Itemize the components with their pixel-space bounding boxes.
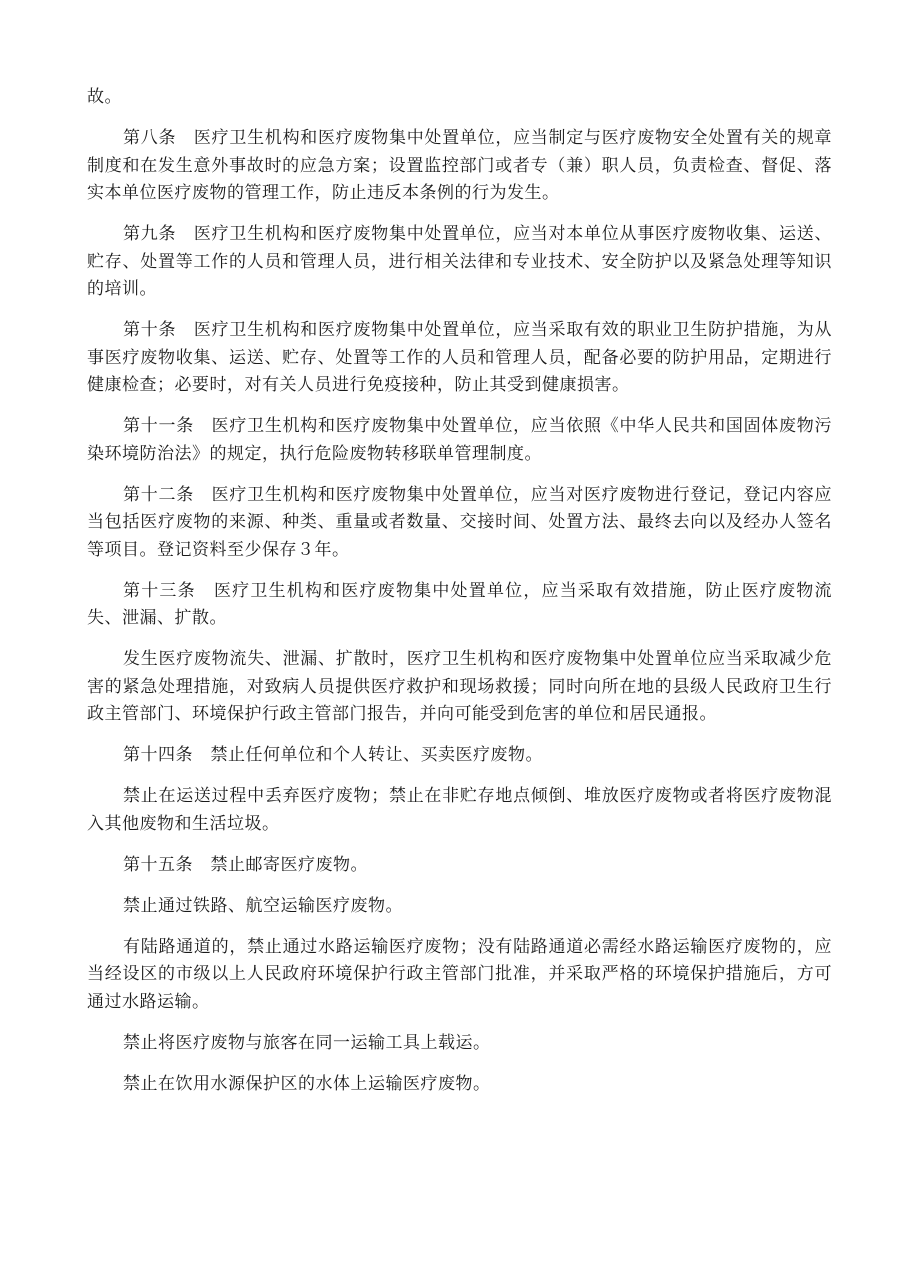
paragraph-article-15-clause-4: 禁止将医疗废物与旅客在同一运输工具上载运。 [123, 1032, 491, 1053]
paragraph-article-11: 第十一条 医疗卫生机构和医疗废物集中处置单位，应当依照《中华人民共和国固体废物污染环境防治法》的规定，执行危险废物转移联单管理制度。 [87, 416, 832, 464]
paragraph-article-12: 第十二条 医疗卫生机构和医疗废物集中处置单位，应当对医疗废物进行登记，登记内容应当包括医疗废物的来源、种类、重量或者数量、交接时间、处置方法、最终去向以及经办人签名等项目。登记资料至少保存３年。 [87, 484, 832, 560]
paragraph-article-13-clause-2: 发生医疗废物流失、泄漏、扩散时，医疗卫生机构和医疗废物集中处置单位应当采取减少危害的紧急处理措施，对致病人员提供医疗救护和现场救援；同时向所在地的县级人民政府卫生行政主管部门、环境保护行政主管部门报告，并向可能受到危害的单位和居民通报。 [87, 649, 832, 724]
paragraph-article-10: 第十条 医疗卫生机构和医疗废物集中处置单位，应当采取有效的职业卫生防护措施，为从事医疗废物收集、运送、贮存、处置等工作的人员和管理人员，配备必要的防护用品，定期进行健康检查；必要时，对有关人员进行免疫接种，防止其受到健康损害。 [87, 320, 832, 395]
paragraph-article-15: 第十五条 禁止邮寄医疗废物。 [123, 854, 368, 875]
document-page [87, 84, 832, 1112]
paragraph-article-14: 第十四条 禁止任何单位和个人转让、买卖医疗废物。 [123, 745, 543, 765]
paragraph-article-15-clause-2: 禁止通过铁路、航空运输医疗废物。 [123, 895, 403, 916]
paragraph-article-15-clause-5: 禁止在饮用水源保护区的水体上运输医疗废物。 [123, 1073, 491, 1094]
paragraph-continuation: 故。 [87, 87, 122, 107]
paragraph-article-9: 第九条 医疗卫生机构和医疗废物集中处置单位，应当对本单位从事医疗废物收集、运送、贮存、处置等工作的人员和管理人员，进行相关法律和专业技术、安全防护以及紧急处理等知识的培训。 [87, 224, 832, 299]
paragraph-article-13: 第十三条 医疗卫生机构和医疗废物集中处置单位，应当采取有效措施，防止医疗废物流失、泄漏、扩散。 [87, 580, 832, 628]
paragraph-article-15-clause-3: 有陆路通道的，禁止通过水路运输医疗废物；没有陆路通道必需经水路运输医疗废物的，应当经设区的市级以上人民政府环境保护行政主管部门批准，并采取严格的环境保护措施后，方可通过水路运输。 [87, 936, 832, 1012]
paragraph-article-8: 第八条 医疗卫生机构和医疗废物集中处置单位，应当制定与医疗废物安全处置有关的规章制度和在发生意外事故时的应急方案；设置监控部门或者专（兼）职人员，负责检查、督促、落实本单位医疗废物的管理工作，防止违反本条例的行为发生。 [87, 128, 832, 203]
paragraph-article-14-clause-2: 禁止在运送过程中丢弃医疗废物；禁止在非贮存地点倾倒、堆放医疗废物或者将医疗废物混入其他废物和生活垃圾。 [87, 786, 832, 834]
